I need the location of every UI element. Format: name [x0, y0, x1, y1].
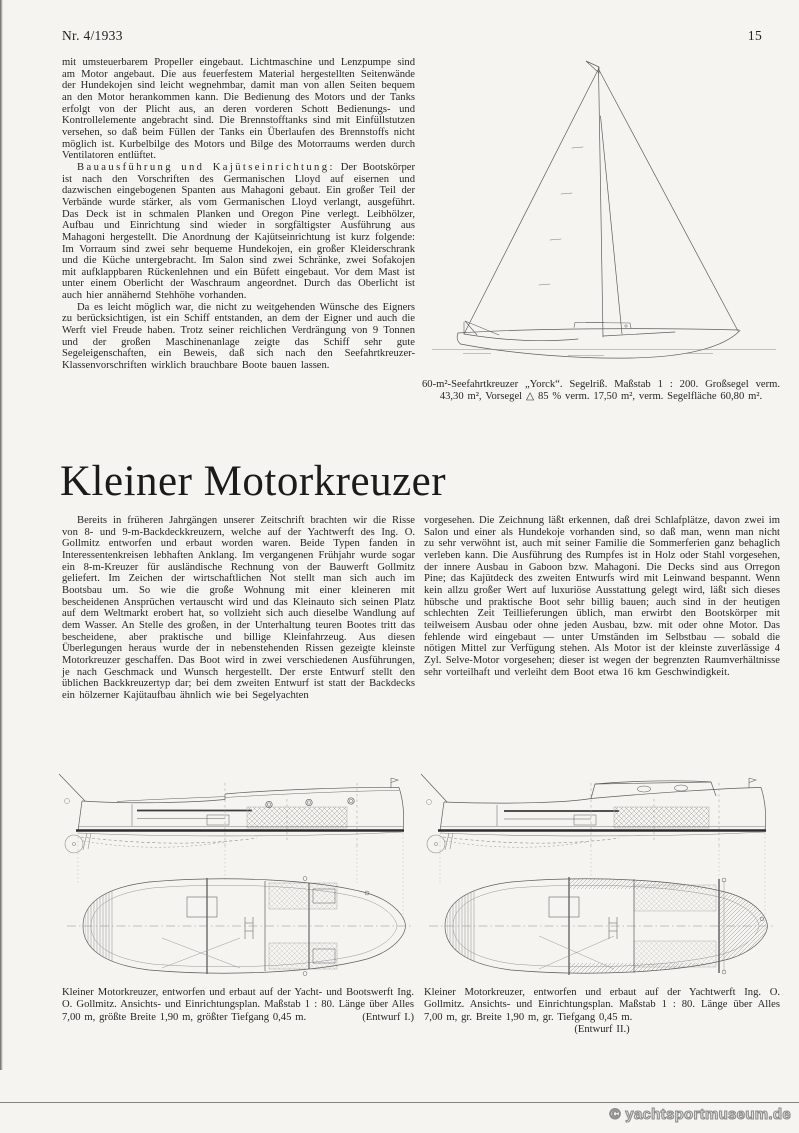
entwurf-2-drawing	[419, 771, 779, 984]
entwurf-1-caption	[62, 987, 414, 1024]
entwurf-1-caption-tag: (Entwurf I.)	[362, 1011, 414, 1023]
motorkreuzer-text-right: vorgesehen. Die Zeichnung läßt erkennen, daß drei Schlafplätze, davon zwei im Salon und einer als Hundekoje vorhanden sind, so daß man, wenn man nicht zu sehr verwöhnt ist, auch mit seiner Familie die Sommerferien ganz behaglich verleben kann. Die Ausführung des Rumpfes ist in Holz oder Stahl vorgesehen, der innere Ausbau in Gaboon bzw. Mahagoni. Die Decks sind aus Orregon Pine; das Kajütdeck des zweiten Entwurfs wird mit Leinwand bespannt. Wenn kein allzu großer Wert auf luxuriöse Ausstattung gelegt wird, läßt sich dieses hübsche und praktische Boot sehr billig bauen; auch sind in der heutigen schlechten Zeit Teillieferungen üblich, man erwirbt den Bootskörper mit teilweisem Ausbau oder ohne jeden Ausbau, bzw. mit oder ohne Motor. Das fehlende wird eingebaut — unter Umständen im Selbstbau — sobald die nötigen Mittel zur Verfügung stehen. Als Motor ist der kleinste zuverlässige 4 Zyl. Selve-Motor vorgesehen; dieser ist wegen der begrenzten Raumverhältnisse sehr vorteilhaft und verleiht dem Boot etwa 16 km Geschwindigkeit.	[424, 515, 780, 678]
watermark: © yachtsportmuseum.de	[609, 1106, 791, 1123]
entwurf-1-caption-text: Kleiner Motorkreuzer, entworfen und erbaut auf der Yacht- und Bootswerft Ing. O. Gollmitz. Ansichts- und Einrichtungsplan. Maßstab 1 : 80. Länge über Alles 7,00 m, größte Breite 1,90 m, größter Tiefgang 0,45 m.	[62, 987, 414, 1023]
scan-edge-shadow	[0, 0, 3, 1070]
yorck-paragraph-2-rest: Der Bootskörper ist nach den Vorschriften des Germanischen Lloyd auf eisernen und dazwischen eingebogenen Spanten aus Mahagoni gebaut. Ein großer Teil der Verbände wurde stärker, als vom Germanischen Lloyd verlangt, ausgeführt. Das Deck ist in schmalen Planken und Oregon Pine verlegt. Leibhölzer, Aufbau und Einrichtung sind wieder in sorgfältigster Ausführung aus Mahagoni hergestellt. Die Anordnung der Kajütseinrichtung ist kurz folgende: Im Vorraum sind zwei sehr bequeme Hundekojen, ein großer Kleiderschrank und die Küche untergebracht. Im Salon sind zwei Schränke, zwei Sofakojen mit aufklappbaren Rückenlehnen und ein Büfett eingebaut. Vor dem Mast ist unter einem Oberlicht der Waschraum angeordnet. Durch das Oberlicht ist auch hier annähernd Stehhöhe vorhanden.	[62, 161, 415, 302]
motorkreuzer-column-right	[424, 515, 780, 678]
yorck-paragraph-2-lead: Bauausführung und Kajütseinrichtung:	[77, 161, 335, 173]
yorck-paragraph-3: Da es leicht möglich war, die nicht zu weitgehenden Wünsche des Eigners zu berücksichtigen, ist ein Schiff entstanden, an dem der Eigner und auch die Werft viel Freude haben. Trotz seiner reichlichen Verdrängung von 9 Tonnen und der großen Maschinenanlage zeigte das Schiff sehr gute Segeleigenschaften, ein Beweis, daß sich nach den Seefahrtkreuzer-Klassenvorschriften wirklich brauchbare Boote bauen lassen.	[62, 301, 415, 372]
page-number: 15	[747, 28, 762, 43]
entwurf-2-caption-text: Kleiner Motorkreuzer, entworfen und erbaut auf der Yachtwerft Ing. O. Gollmitz. Ansichts- und Einrichtungsplan. Maßstab 1 : 80. Länge über Alles 7,00 m, gr. Breite 1,90 m, gr. Tiefgang 0,45 m.	[424, 987, 780, 1023]
issue-number: Nr. 4/1933	[62, 28, 123, 43]
motorkreuzer-column-left	[62, 515, 415, 702]
segelriss-drawing	[428, 56, 780, 372]
segelriss-caption-text: 60-m²-Seefahrtkreuzer „Yorck“. Segelriß. Maßstab 1 : 200. Großsegel verm. 43,30 m², Vorsegel △ 85 % verm. 17,50 m², verm. Segelfläche 60,80 m².	[422, 379, 780, 403]
article-headline: Kleiner Motorkreuzer	[60, 458, 447, 505]
entwurf-2-figure	[419, 771, 779, 984]
yorck-paragraph-2	[62, 162, 415, 302]
entwurf-1-figure	[57, 771, 415, 984]
motorkreuzer-text-left: Bereits in früheren Jahrgängen unserer Zeitschrift brachten wir die Risse von 8- und 9-m-Backdeckkreuzern, welche auf der Yachtwerft des Ing. O. Gollmitz entworfen und erbaut worden waren. Beide Typen fanden in Interessentenkreisen lebhaften Anklang. Im vergangenen Frühjahr wurde sogar ein 8-m-Kreuzer für ausländische Rechnung von der Bauwerft Gollmitz geliefert. Im Zeichen der wirtschaftlichen Not stellt man sich auch im Bootsbau um. So wie die große Wohnung mit einer kleineren mit bescheidenen Ansprüchen vertauscht wird und das Kleinauto sich seinen Platz auf dem Weltmarkt erobert hat, so vollzieht sich auch dieselbe Wandlung auf dem Wasser. An Stelle des großen, in der Unterhaltung teuren Bootes tritt das bescheidene, aber praktische und billige Kleinfahrzeug. Aus diesen Überlegungen heraus wurde der in nebenstehenden Rissen gezeigte kleinste Motorkreuzer geschaffen. Das Boot wird in zwei verschiedenen Ausführungen, je nach Geschmack und Wunsch hergestellt. Der erste Entwurf stellt den üblichen Backkreuzertyp dar; bei dem zweiten Entwurf ist statt der Backdecks ein hölzerner Kajütaufbau ähnlich wie bei Segelyachten	[62, 515, 415, 701]
page-bottom-rule	[0, 1102, 799, 1103]
entwurf-1-drawing	[57, 771, 415, 984]
segelriss-figure	[428, 56, 780, 372]
entwurf-2-caption	[424, 987, 780, 1036]
yorck-paragraph-1: mit umsteuerbarem Propeller eingebaut. Lichtmaschine und Lenzpumpe sind am Motor angebaut. Die aus feuerfestem Material hergestellten Seitenwände der Hundekojen sind leicht wegnehmbar, damit man von allen Seiten bequem an den Motor herankommen kann. Die Bedienung des Motors und der Tanks erfolgt von der Plicht aus, an deren vorderen Schott Bedienungs- und Kontrollelemente angebracht sind. Die Brennstofftanks sind mit Einfüllstutzen versehen, so daß beim Füllen der Tanks ein Überlaufen des Brennstoffs nicht möglich ist. Kurbelbilge des Motors und Bilge des Motorraums werden durch Ventilatoren entlüftet.	[62, 57, 415, 162]
segelriss-caption	[422, 379, 780, 404]
yorck-article-column	[62, 57, 415, 372]
entwurf-2-caption-tag: (Entwurf II.)	[574, 1023, 630, 1035]
